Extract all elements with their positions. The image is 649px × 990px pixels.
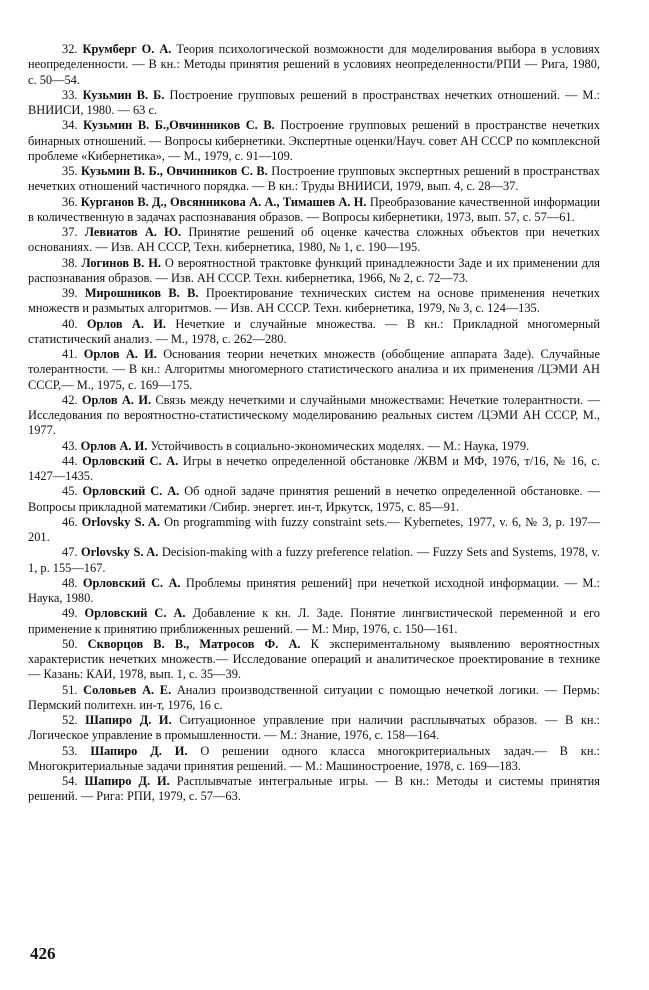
reference-authors: Орлов А. И.: [83, 347, 157, 361]
reference-authors: Орловский С. А.: [82, 484, 180, 499]
reference-number: 50.: [62, 636, 78, 651]
reference-authors: Orlovsky S. A.: [81, 545, 159, 560]
reference-number: 38.: [62, 255, 78, 270]
reference-number: 46.: [62, 514, 78, 529]
reference-number: 39.: [62, 286, 78, 300]
reference-text: Принятие решений об оценке качества сложных объектов при нечетких основаниях. — Изв. АН СССР, Техн. кибернетика, 1980, № 1, с. 190—195.: [28, 225, 600, 255]
reference-authors: Соловьев А. Е.: [83, 682, 172, 697]
reference-text: О вероятностной трактовке функций принадлежности Заде и их применении для распознавания образов. — Изв. АН СССР. Техн. кибернетика, 1966, № 2, с. 72—73.: [28, 255, 600, 285]
reference-item: [28, 774, 600, 805]
reference-list: [28, 42, 600, 805]
reference-number: 37.: [62, 225, 78, 239]
reference-text: Теория психологической возможности для моделирования выбора в условиях неопределенности. — В кн.: Методы принятия решений в условиях неопределенности/РПИ — Рига, 1980, с. 50—54.: [28, 42, 600, 87]
reference-text: Построение групповых решений в пространствах нечетких отношений. — М.: ВНИИСИ, 1980. — 63 с.: [28, 87, 600, 117]
reference-item: [28, 637, 600, 683]
reference-number: 51.: [62, 682, 78, 697]
reference-number: 35.: [62, 164, 78, 178]
reference-text: Анализ производственной ситуации с помощью нечеткой логики. — Пермь: Пермский политехн. ин-т, 1976, 16 с.: [28, 682, 600, 712]
reference-number: 54.: [62, 774, 78, 788]
reference-number: 53.: [62, 743, 78, 758]
reference-text: Построение групповых экспертных решений в пространствах нечетких отношений частичного порядка. — В кн.: Труды ВНИИСИ, 1979, вып. 4, с. 28—37.: [28, 164, 600, 194]
reference-number: 40.: [62, 316, 78, 331]
reference-item: [28, 393, 600, 439]
reference-authors: Кузьмин В. Б.: [82, 87, 165, 102]
reference-authors: Орлов А. И.: [80, 438, 148, 453]
reference-number: 42.: [62, 392, 78, 407]
reference-number: 44.: [62, 453, 78, 468]
reference-number: 41.: [62, 347, 78, 361]
reference-item: [28, 576, 600, 607]
reference-authors: Орловский С. А.: [82, 453, 179, 468]
reference-item: [28, 317, 600, 348]
reference-text: К экспериментальному выявлению вероятностных характеристик нечетких множеств.— Исследование операций и аналитическое проектирование в технике — Казань: КАИ, 1978, вып. 1, с. 35—39.: [28, 636, 600, 682]
reference-text: Нечеткие и случайные множества. — В кн.: Прикладной многомерный статистический анализ. — М., 1978, с. 262—280.: [28, 316, 600, 346]
reference-authors: Крумберг О. А.: [82, 42, 172, 56]
reference-authors: Курганов В. Д., Овсянникова А. А., Тимашев А. Н.: [80, 194, 367, 209]
reference-text: Проблемы принятия решений] при нечеткой исходной информации. — М.: Наука, 1980.: [28, 575, 600, 605]
reference-number: 49.: [62, 606, 78, 621]
reference-text: Построение групповых решений в пространстве нечетких бинарных отношений. — Вопросы кибернетики. Экспертные оценки/Науч. совет АН СССР по комплексной проблеме «Кибернетика», — М., 1979, с. 91—109.: [28, 118, 600, 163]
reference-authors: Кузьмин В. Б.,Овчинников С. В.: [83, 118, 275, 133]
reference-number: 48.: [62, 575, 78, 590]
reference-authors: Шапиро Д. И.: [84, 774, 170, 788]
reference-authors: Логинов В. Н.: [81, 255, 161, 270]
reference-item: [28, 88, 600, 119]
reference-number: 36.: [62, 194, 78, 209]
reference-item: [28, 439, 600, 454]
reference-authors: Орлов А. И.: [81, 392, 152, 407]
reference-text: Преобразование качественной информации в количественную в задачах распознавания образов. — Вопросы кибернетики, 1973, вып. 57, с. 57—61.: [28, 194, 600, 224]
page-number: 426: [30, 944, 56, 963]
reference-item: [28, 195, 600, 226]
reference-item: [28, 454, 600, 485]
reference-authors: Орлов А. И.: [86, 316, 166, 331]
reference-number: 47.: [62, 545, 78, 560]
reference-text: Добавление к кн. Л. Заде. Понятие лингвистической переменной и его применение к принятию приближенных решений. — М.: Мир, 1976, с. 150—161.: [28, 606, 601, 636]
reference-item: [28, 683, 600, 714]
reference-text: О решении одного класса многокритериальных задач.— В кн.: Многокритериальные задачи принятия решений. — М.: Машиностроение, 1978, с. 169—183.: [28, 743, 600, 773]
reference-item: [28, 515, 600, 546]
reference-text: On programming with fuzzy constraint sets.— Kybernetes, 1977, v. 6, № 3, p. 197—201.: [28, 514, 600, 544]
reference-number: 32.: [62, 42, 78, 56]
reference-item: [28, 347, 600, 393]
reference-item: [28, 225, 600, 256]
reference-authors: Шапиро Д. И.: [85, 713, 172, 727]
reference-number: 45.: [62, 484, 78, 499]
reference-text: Игры в нечетко определенной обстановке /ЖВМ и МФ, 1976, т/16, № 16, с. 1427—1435.: [28, 453, 600, 483]
reference-item: [28, 164, 600, 195]
reference-item: [28, 42, 600, 88]
reference-number: 34.: [62, 118, 78, 133]
reference-number: 52.: [62, 713, 78, 727]
reference-authors: Мирошников В. В.: [84, 286, 199, 300]
reference-authors: Скворцов В. В., Матросов Ф. А.: [87, 636, 301, 651]
reference-authors: Левиатов А. Ю.: [84, 225, 182, 239]
reference-text: Расплывчатые интегральные игры. — В кн.: Методы и системы принятия решений. — Рига: РПИ, 1979, с. 57—63.: [28, 774, 600, 804]
reference-item: [28, 118, 600, 164]
reference-text: Проектирование технических систем на основе применения нечетких множеств и размытых алгоритмов. — Изв. АН СССР. Техн. кибернетика, 1979, № 3, с. 124—135.: [28, 286, 600, 316]
reference-item: [28, 484, 600, 515]
reference-number: 43.: [62, 438, 78, 453]
reference-text: Устойчивость в социально-экономических моделях. — М.: Наука, 1979.: [150, 438, 530, 453]
reference-item: [28, 744, 600, 775]
reference-text: Связь между нечеткими и случайными множествами: Нечеткие толерантности. — Исследования по вероятностно-статистическому моделированию реальных систем /ЦЭМИ АН СССР, М., 1977.: [28, 392, 600, 438]
reference-item: [28, 606, 600, 637]
reference-text: Decision-making with a fuzzy preference relation. — Fuzzy Sets and Systems, 1978, v. 1, p. 155—167.: [28, 545, 600, 575]
reference-text: Ситуационное управление при наличии расплывчатых образов. — В кн.: Логическое управление в промышленности. — М.: Знание, 1976, с. 158—164.: [28, 713, 601, 743]
reference-authors: Шапиро Д. И.: [90, 743, 188, 758]
reference-text: Основания теории нечетких множеств (обобщение аппарата Заде). Случайные толерантности. — В кн.: Алгоритмы многомерного статистического анализа и их применения /ЦЭМИ АН СССР,— М., 1975, с. 169—175.: [28, 347, 600, 392]
reference-authors: Орловский С. А.: [84, 606, 186, 621]
reference-authors: Orlovsky S. A.: [81, 514, 161, 529]
reference-text: Об одной задаче принятия решений в нечетко определенной обстановке. — Вопросы прикладной математики /Сибир. энергет. ин-т, Иркутск, 1975, с. 85—91.: [28, 484, 600, 514]
reference-item: [28, 256, 600, 287]
reference-item: [28, 545, 600, 576]
reference-item: [28, 713, 600, 744]
reference-number: 33.: [62, 87, 78, 102]
reference-authors: Кузьмин В. Б., Овчинников С. В.: [81, 164, 268, 178]
reference-item: [28, 286, 600, 317]
reference-authors: Орловский С. А.: [82, 575, 181, 590]
